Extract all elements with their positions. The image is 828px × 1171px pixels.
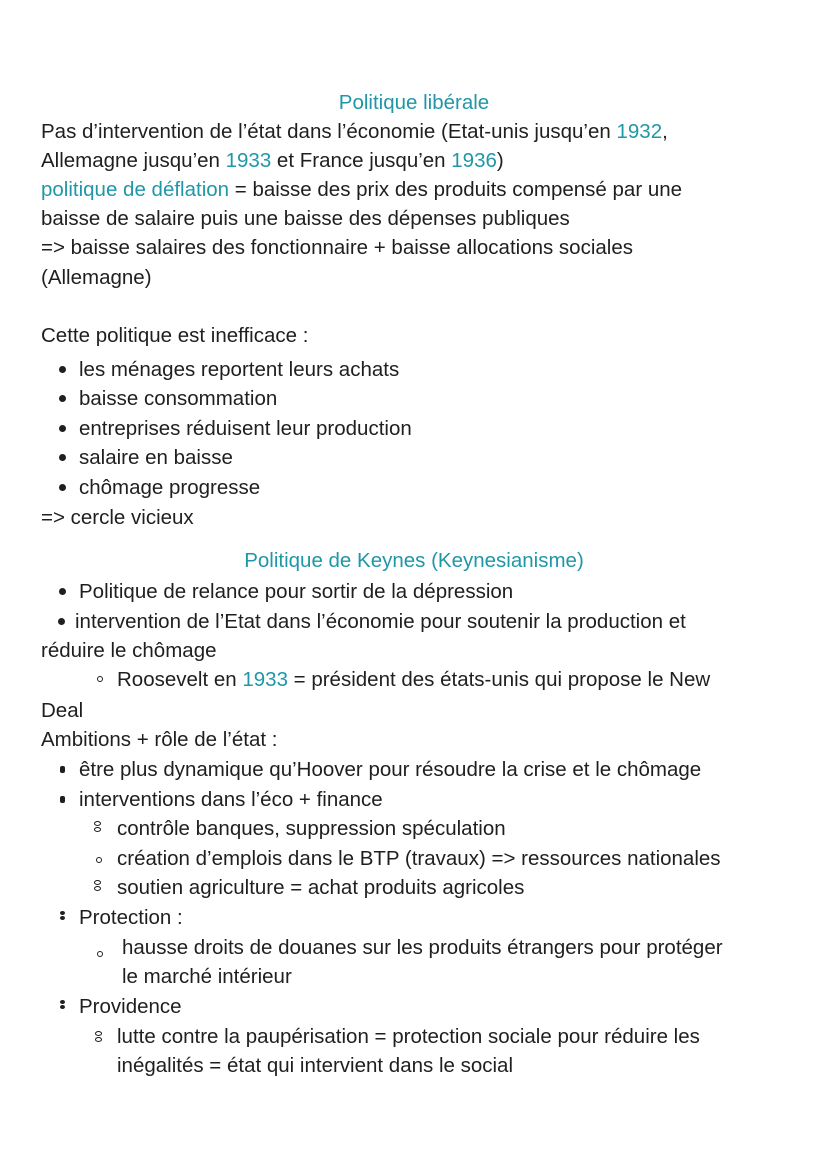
- year-highlight: 1933: [242, 668, 288, 691]
- sub-list-item-continuation: inégalités = état qui intervient dans le social: [117, 1054, 514, 1077]
- bullet-icon: [60, 796, 65, 803]
- section-title-liberal: Politique libérale: [338, 91, 490, 114]
- bullet-icon: [58, 618, 65, 625]
- paragraph-line: baisse de salaire puis une baisse des dépenses publiques: [41, 207, 570, 230]
- list-item: baisse consommation: [79, 387, 278, 410]
- paragraph-line: politique de déflation = baisse des prix des produits compensé par une: [41, 178, 683, 201]
- circle-bullet-icon: [97, 676, 103, 682]
- circle-bullet-icon: [94, 821, 101, 832]
- sub-list-item-continuation: le marché intérieur: [122, 965, 292, 988]
- circle-bullet-icon: [96, 857, 102, 863]
- year-highlight: 1932: [616, 120, 663, 143]
- list-intro: Cette politique est inefficace :: [41, 324, 309, 347]
- bullet-icon: [59, 588, 66, 595]
- sub-list-item: lutte contre la paupérisation = protection sociale pour réduire les: [117, 1025, 700, 1048]
- bullet-icon: [59, 484, 66, 491]
- list-item: chômage progresse: [79, 476, 261, 499]
- bullet-icon: [59, 425, 66, 432]
- list-item: intervention de l’Etat dans l’économie pour soutenir la production et: [75, 610, 686, 633]
- bullet-icon: [59, 366, 66, 373]
- list-item: être plus dynamique qu’Hoover pour résoudre la crise et le chômage: [79, 758, 702, 781]
- list-item: Providence: [79, 995, 182, 1018]
- list-item-continuation: réduire le chômage: [41, 639, 217, 662]
- paragraph-line: Pas d’intervention de l’état dans l’économie (Etat-unis jusqu’en 1932,: [41, 120, 668, 143]
- paragraph-line: (Allemagne): [41, 266, 152, 289]
- list-item: Protection :: [79, 906, 183, 929]
- section-title-keynes: Politique de Keynes (Keynesianisme): [244, 549, 584, 572]
- list-item: les ménages reportent leurs achats: [79, 358, 400, 381]
- year-highlight: 1936: [451, 149, 497, 172]
- paragraph-line: => baisse salaires des fonctionnaire + baisse allocations sociales: [41, 236, 633, 259]
- list-item: interventions dans l’éco + finance: [79, 788, 383, 811]
- year-highlight: 1933: [225, 149, 272, 172]
- sub-list-item: création d’emplois dans le BTP (travaux) => ressources nationales: [117, 847, 721, 870]
- list-item: Politique de relance pour sortir de la dépression: [79, 580, 514, 603]
- sub-list-item: soutien agriculture = achat produits agricoles: [117, 876, 525, 899]
- bullet-icon: [59, 454, 66, 461]
- sub-list-item: contrôle banques, suppression spéculation: [117, 817, 506, 840]
- list-item: salaire en baisse: [79, 446, 233, 469]
- sub-list-item: hausse droits de douanes sur les produits étrangers pour protéger: [122, 936, 723, 959]
- bullet-icon: [59, 395, 66, 402]
- paragraph-line: Allemagne jusqu’en 1933 et France jusqu’en 1936): [41, 149, 504, 172]
- bullet-icon: [60, 766, 65, 773]
- circle-bullet-icon: [94, 880, 101, 891]
- bullet-icon: [60, 1000, 65, 1009]
- circle-bullet-icon: [95, 1031, 102, 1042]
- conclusion: => cercle vicieux: [41, 506, 194, 529]
- term-highlight: politique de déflation: [41, 178, 230, 201]
- sub-list-item: Roosevelt en 1933 = président des états-unis qui propose le New: [117, 668, 711, 691]
- bullet-icon: [60, 911, 65, 920]
- sub-list-item-continuation: Deal: [41, 699, 84, 722]
- circle-bullet-icon: [97, 951, 103, 957]
- ambitions-heading: Ambitions + rôle de l’état :: [41, 728, 278, 751]
- list-item: entreprises réduisent leur production: [79, 417, 412, 440]
